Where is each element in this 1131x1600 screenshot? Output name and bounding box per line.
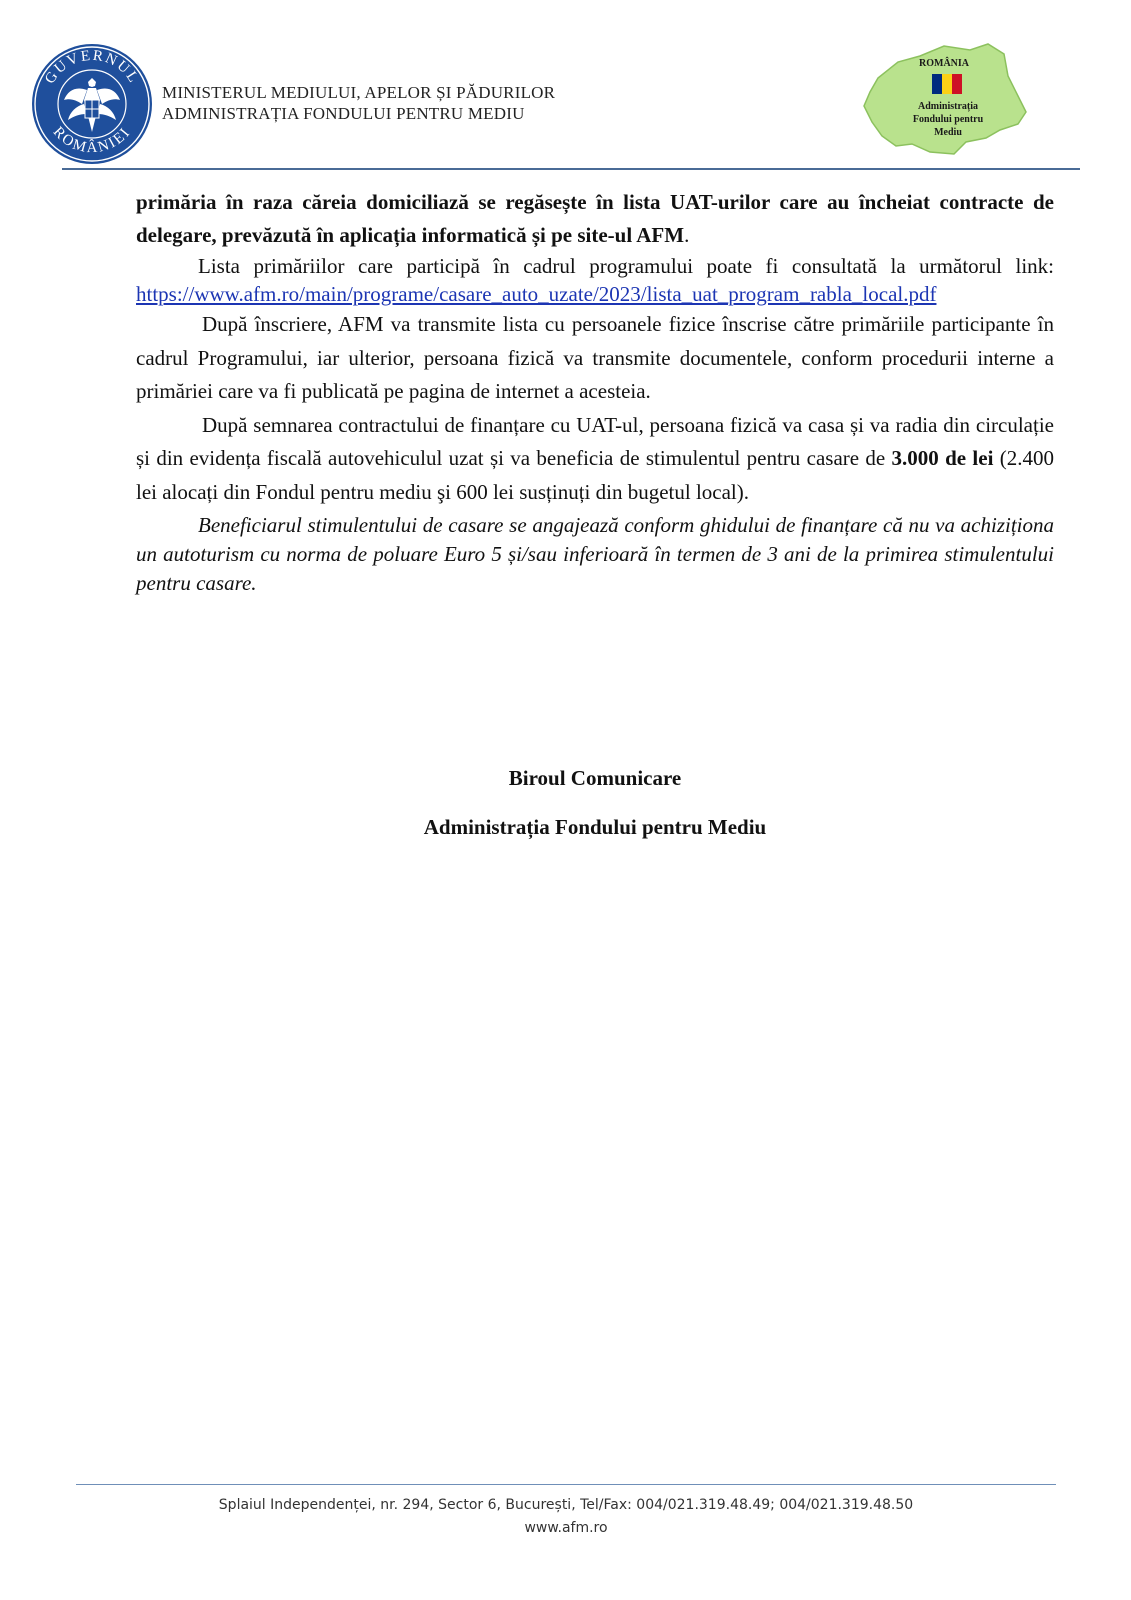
ministry-name: MINISTERUL MEDIULUI, APELOR ȘI PĂDURILOR — [162, 83, 556, 102]
contract-text-end: (2.400 lei alocați din Fondul pentru mediu şi 600 lei susținuți din bugetul local). — [136, 446, 1055, 504]
paragraph-list-link-intro: Lista primăriilor care participă în cadrul programului poate fi consultată la următorul link: — [198, 254, 1054, 278]
contract-text: După semnarea contractului de finanțare cu UAT-ul, persoana fizică va casa și va radia din circulație și din evidența fiscală autovehiculul uzat și va beneficia de stimulentul pentru casare de — [136, 412, 1054, 470]
signature-organization: Administrația Fondului pentru Mediu — [423, 815, 767, 839]
agency-name: ADMINISTRAȚIA FONDULUI PENTRU MEDIU — [162, 104, 525, 123]
romania-flag-icon — [932, 74, 962, 94]
afm-logo-name: Administrația Fondului pentru Mediu — [912, 101, 984, 138]
footer-address: Splaiul Independenței, nr. 294, Sector 6, București, Tel/Fax: 004/021.319.48.49; 004/021.319.48.50 — [218, 1497, 914, 1513]
paragraph-beneficiary-commitment: Beneficiarul stimulentului de casare se angajează conform ghidului de finanțare că nu va achiziționa un autoturism cu norma de poluare Euro 5 și/sau inferioară în termen de 3 ani de la primirea stimulentului pentru casare. — [136, 513, 1054, 595]
header-divider — [62, 168, 1080, 170]
ministry-header — [162, 82, 555, 124]
seal-top-text: GUVERNUL — [42, 47, 143, 87]
afm-logo-text — [858, 40, 1030, 158]
document-body — [136, 186, 1054, 598]
paragraph-link — [136, 280, 1054, 308]
incentive-amount: 3.000 de lei — [891, 446, 994, 470]
footer-website: www.afm.ro — [524, 1520, 608, 1536]
afm-logo-country: ROMÂNIA — [919, 58, 969, 69]
signature-department: Biroul Comunicare — [508, 766, 682, 790]
paragraph-contract — [136, 409, 1054, 510]
paragraph-eligibility — [136, 186, 1054, 252]
seal-bottom-text: ROMÂNIEI — [49, 124, 135, 157]
eligibility-tail: . — [684, 223, 690, 247]
paragraph-registration: După înscriere, AFM va transmite lista cu persoanele fizice înscrise către primăriile participante în cadrul Programului, iar ulterior, persoana fizică va transmite documentele, conform procedurii interne a primăriei care va fi publicată pe pagina de internet a acesteia. — [136, 312, 1054, 403]
uat-list-link[interactable]: https://www.afm.ro/main/programe/casare_auto_uzate/2023/lista_uat_program_rabla_local.pdf — [136, 282, 937, 306]
eligibility-bold-text: primăria în raza căreia domiciliază se regăsește în lista UAT-urilor care au încheiat contracte de delegare, prevăzută în aplicația informatică și pe site-ul AFM — [136, 190, 1054, 247]
government-seal-logo — [30, 42, 154, 166]
footer-divider — [76, 1484, 1056, 1485]
